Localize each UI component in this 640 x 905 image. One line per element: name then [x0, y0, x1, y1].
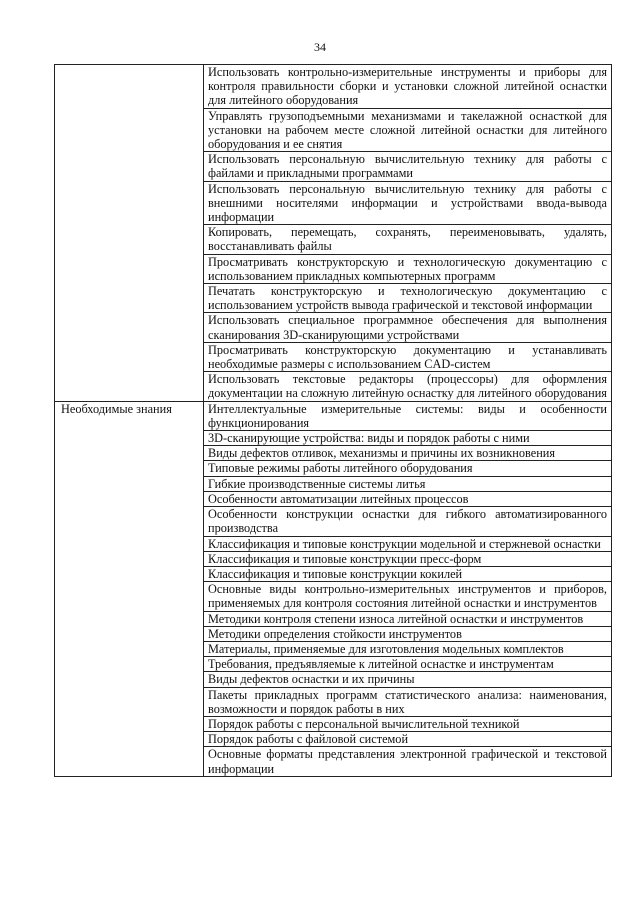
row-text: Гибкие производственные системы литья	[204, 476, 612, 491]
row-text: Типовые режимы работы литейного оборудования	[204, 461, 612, 476]
row-text: Управлять грузоподъемными механизмами и такелажной оснасткой для установки на рабочем месте сложной литейной оснастки для литейного оборудования и ее снятия	[204, 108, 612, 152]
row-text: Особенности конструкции оснастки для гибкого автоматизированного производства	[204, 507, 612, 536]
row-text: Использовать персональную вычислительную технику для работы с файлами и прикладными программами	[204, 152, 612, 181]
row-group-label: Необходимые знания	[55, 401, 204, 776]
table-row	[55, 401, 612, 430]
row-text: Просматривать конструкторскую документацию и устанавливать необходимые размеры с использованием CAD-систем	[204, 342, 612, 371]
row-text: Виды дефектов оснастки и их причины	[204, 672, 612, 687]
row-text: Просматривать конструкторскую и технологическую документацию с использованием прикладных компьютерных программ	[204, 254, 612, 283]
table-row	[55, 65, 612, 109]
row-text: Использовать персональную вычислительную технику для работы с внешними носителями информации и устройствами ввода-вывода информации	[204, 181, 612, 225]
row-text: Копировать, перемещать, сохранять, переименовывать, удалять, восстанавливать файлы	[204, 225, 612, 254]
row-text: Интеллектуальные измерительные системы: виды и особенности функционирования	[204, 401, 612, 430]
table-body	[55, 65, 612, 777]
row-text: Методики контроля степени износа литейной оснастки и инструментов	[204, 611, 612, 626]
row-text: Классификация и типовые конструкции кокилей	[204, 566, 612, 581]
row-text: Использовать специальное программное обеспечения для выполнения сканирования 3D-сканирующими устройствами	[204, 313, 612, 342]
row-text: Основные форматы представления электронной графической и текстовой информации	[204, 747, 612, 776]
row-text: Требования, предъявляемые к литейной оснастке и инструментам	[204, 657, 612, 672]
row-text: Классификация и типовые конструкции пресс-форм	[204, 551, 612, 566]
row-text: Пакеты прикладных программ статистического анализа: наименования, возможности и порядок работы в них	[204, 687, 612, 716]
row-text: Материалы, применяемые для изготовления модельных комплектов	[204, 641, 612, 656]
row-text: Печатать конструкторскую и технологическую документацию с использованием устройств вывода графической и текстовой информации	[204, 284, 612, 313]
row-text: Использовать текстовые редакторы (процессоры) для оформления документации на сложную литейную оснастку для литейного оборудования	[204, 372, 612, 401]
row-text: Порядок работы с персональной вычислительной техникой	[204, 716, 612, 731]
row-text: Порядок работы с файловой системой	[204, 732, 612, 747]
page-number: 34	[314, 40, 326, 54]
row-text: Виды дефектов отливок, механизмы и причины их возникновения	[204, 446, 612, 461]
row-text: Классификация и типовые конструкции модельной и стержневой оснастки	[204, 536, 612, 551]
row-text: Основные виды контрольно-измерительных инструментов и приборов, применяемых для контроля состояния литейной оснастки и инструментов	[204, 582, 612, 611]
row-text: Использовать контрольно-измерительные инструменты и приборы для контроля правильности сборки и установки сложной литейной оснастки для литейного оборудования	[204, 65, 612, 109]
row-text: 3D-сканирующие устройства: виды и порядок работы с ними	[204, 431, 612, 446]
row-group-label	[55, 65, 204, 402]
row-text: Методики определения стойкости инструментов	[204, 626, 612, 641]
requirements-table	[54, 64, 612, 777]
row-text: Особенности автоматизации литейных процессов	[204, 491, 612, 506]
